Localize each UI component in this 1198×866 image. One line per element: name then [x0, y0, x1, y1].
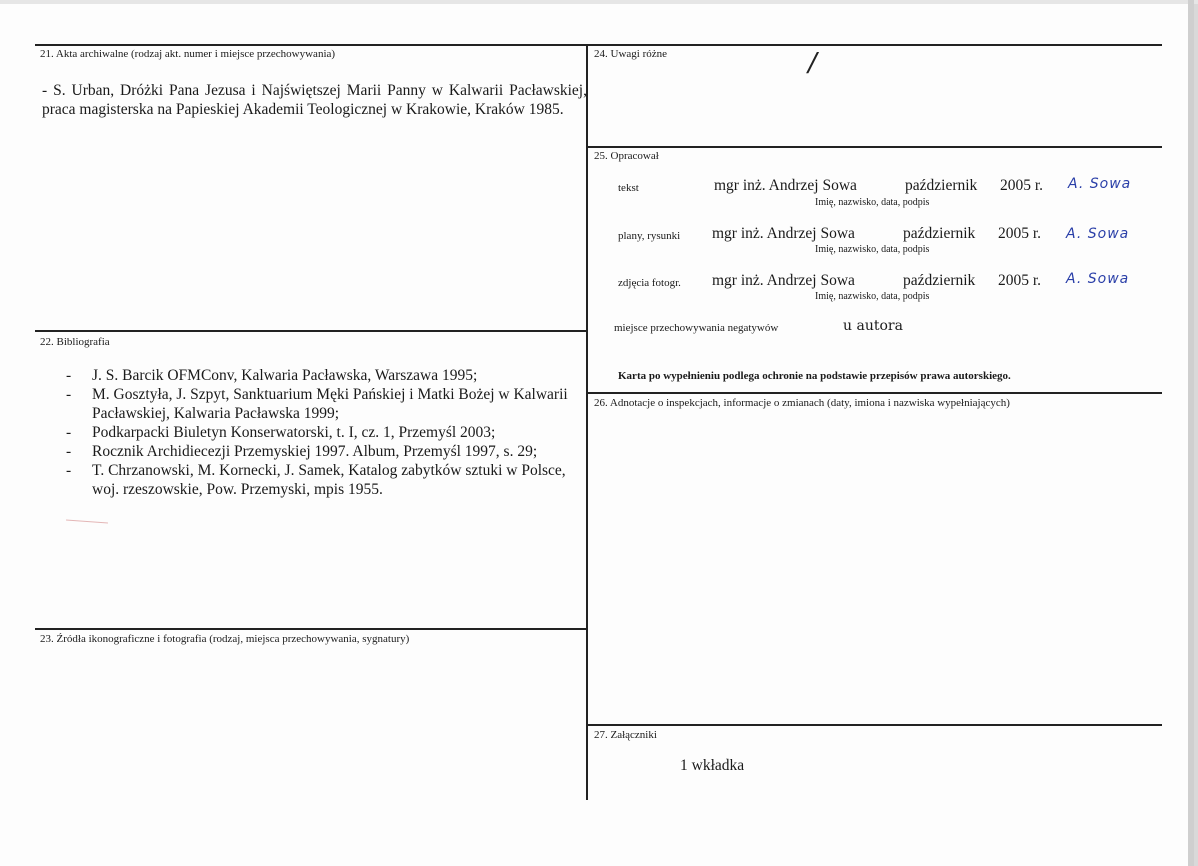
row-caption: Imię, nazwisko, data, podpis: [815, 244, 930, 255]
section-25-label: 25. Opracował: [594, 150, 659, 162]
bibliography-item: - Rocznik Archidiecezji Przemyskiej 1997. Album, Przemyśl 1997, s. 29;: [66, 442, 586, 461]
signature: A. Sowa: [1068, 176, 1132, 192]
row-type-label: zdjęcia fotogr.: [618, 277, 681, 289]
author-name: mgr inż. Andrzej Sowa: [712, 272, 855, 289]
column-divider: [586, 44, 588, 800]
date-month: październik: [905, 177, 978, 194]
rule-s22: [35, 330, 587, 332]
date-month: październik: [903, 272, 976, 289]
section-21-label: 21. Akta archiwalne (rodzaj akt. numer i miejsce przechowywania): [40, 48, 336, 60]
bibliography-item: - M. Gosztyła, J. Szpyt, Sanktuarium Męki Pańskiej i Matki Bożej w Kalwarii Pacławskiej, Kalwaria Pacławska 1999;: [66, 385, 586, 423]
rule-s23: [35, 628, 587, 630]
signature: A. Sowa: [1066, 226, 1130, 242]
row-caption: Imię, nazwisko, data, podpis: [815, 197, 930, 208]
section-24-label: 24. Uwagi różne: [594, 48, 668, 60]
signature: A. Sowa: [1066, 271, 1130, 287]
top-rule: [35, 44, 1162, 46]
scan-edge-top: [0, 0, 1198, 4]
date-year: 2005 r.: [1000, 177, 1044, 194]
bibliography-item: - Podkarpacki Biuletyn Konserwatorski, t. I, cz. 1, Przemyśl 2003;: [66, 423, 586, 442]
row-type-label: tekst: [618, 182, 639, 194]
section-27-label: 27. Załączniki: [594, 729, 657, 741]
row-type-label: plany, rysunki: [618, 230, 681, 242]
section-21-text: - S. Urban, Dróżki Pana Jezusa i Najświętszej Marii Panny w Kalwarii Pacławskiej, praca magisterska na Papieskiej Akademii Teologicznej w Krakowie, Kraków 1985.: [42, 82, 587, 118]
author-name: mgr inż. Andrzej Sowa: [712, 225, 855, 242]
copyright-note: Karta po wypełnieniu podlega ochronie na podstawie przepisów prawa autorskiego.: [618, 370, 1011, 382]
attachments-value: 1 wkładka: [680, 757, 745, 774]
date-month: październik: [903, 225, 976, 242]
date-year: 2005 r.: [998, 225, 1042, 242]
rule-s26: [587, 392, 1162, 394]
scan-edge-right: [1188, 0, 1194, 866]
handwritten-slash: /: [808, 48, 817, 78]
bibliography-item: - T. Chrzanowski, M. Kornecki, J. Samek, Katalog zabytków sztuki w Polsce, woj. rzeszowskie, Pow. Przemyski, mpis 1955.: [66, 461, 586, 499]
section-23-label: 23. Źródła ikonograficzne i fotografia (rodzaj, miejsca przechowywania, sygnatury): [40, 633, 410, 645]
pencil-stroke: [66, 520, 108, 524]
negatives-value: u autora: [843, 318, 903, 334]
bibliography-item: - J. S. Barcik OFMConv, Kalwaria Pacławska, Warszawa 1995;: [66, 366, 586, 385]
row-caption: Imię, nazwisko, data, podpis: [815, 291, 930, 302]
section-26-label: 26. Adnotacje o inspekcjach, informacje o zmianach (daty, imiona i nazwiska wypełniających): [594, 397, 1010, 409]
negatives-label: miejsce przechowywania negatywów: [614, 322, 779, 334]
date-year: 2005 r.: [998, 272, 1042, 289]
bibliography-list: [66, 366, 586, 499]
section-22-label: 22. Bibliografia: [40, 336, 110, 348]
rule-s27: [587, 724, 1162, 726]
rule-s25: [587, 146, 1162, 148]
author-name: mgr inż. Andrzej Sowa: [714, 177, 857, 194]
